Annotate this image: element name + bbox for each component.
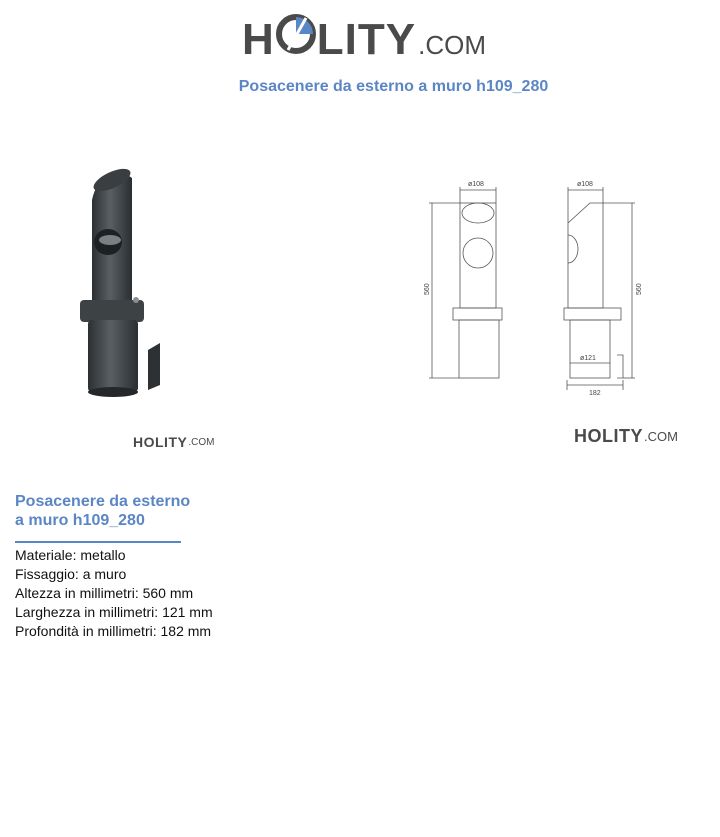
spec-row-depth: Profondità in millimetri: 182 mm	[15, 623, 212, 639]
holity-watermark-left: HOLITY .COM	[133, 434, 215, 450]
holity-watermark-right: HOLITY .COM	[574, 426, 678, 446]
spec-row-width: Larghezza in millimetri: 121 mm	[15, 604, 213, 620]
side-depth-label: 182	[589, 390, 601, 397]
logo-letters-lity: LITY	[316, 15, 417, 64]
spec-row-material: Materiale: metallo	[15, 547, 126, 563]
front-height-label: 560	[424, 283, 431, 295]
side-base-label: ø121	[580, 355, 596, 362]
side-diameter-label: ø108	[577, 181, 593, 188]
side-height-label: 560	[636, 283, 643, 295]
product-heading-line2: a muro h109_280	[15, 512, 145, 529]
heading-divider	[15, 541, 181, 543]
spec-row-mounting: Fissaggio: a muro	[15, 566, 127, 582]
technical-drawing	[415, 175, 655, 405]
logo-o-icon	[276, 14, 316, 54]
logo-suffix: .COM	[418, 30, 486, 60]
logo-letter-h: H	[242, 15, 275, 64]
product-heading	[15, 492, 235, 530]
product-heading-line1: Posacenere da esterno	[15, 493, 191, 510]
spec-list	[15, 546, 213, 641]
front-diameter-label: ø108	[468, 181, 484, 188]
holity-logo[interactable]	[242, 10, 486, 70]
page-title: Posacenere da esterno a muro h109_280	[238, 78, 549, 95]
spec-row-height: Altezza in millimetri: 560 mm	[15, 585, 194, 601]
product-photo	[60, 160, 180, 410]
